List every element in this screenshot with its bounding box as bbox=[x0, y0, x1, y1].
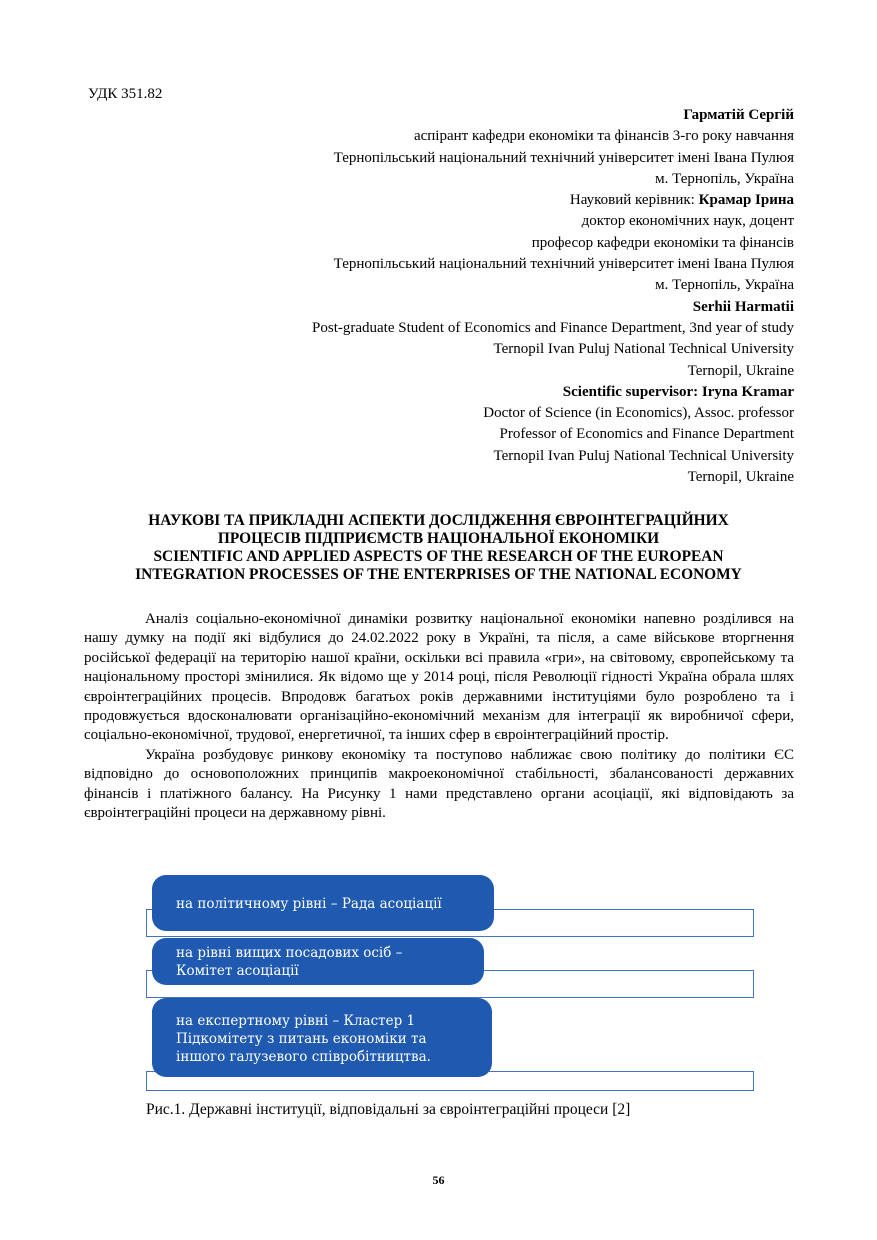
level-expert-line-1: на експертному рівні – Кластер 1 bbox=[176, 1013, 416, 1029]
supervisor-degree-en: Doctor of Science (in Economics), Assoc. professor bbox=[483, 405, 794, 422]
author-position-en: Post-graduate Student of Economics and Finance Department, 3nd year of study bbox=[312, 319, 794, 336]
institutions-diagram bbox=[146, 875, 756, 1093]
supervisor-label-ua: Науковий керівник: bbox=[569, 192, 699, 209]
level-box-senior-officials bbox=[152, 938, 484, 985]
supervisor-city-ua: м. Тернопіль, Україна bbox=[655, 277, 794, 294]
author-city-en: Ternopil, Ukraine bbox=[687, 362, 794, 379]
figure-caption: Рис.1. Державні інституції, відповідальні за євроінтеграційні процеси [2] bbox=[146, 1101, 631, 1118]
supervisor-name-en: Scientific supervisor: Iryna Kramar bbox=[562, 383, 794, 400]
level-box-expert bbox=[152, 998, 492, 1077]
supervisor-position-en: Professor of Economics and Finance Department bbox=[499, 426, 794, 443]
author-position-ua: аспірант кафедри економіки та фінансів 3-го року навчання bbox=[413, 128, 794, 145]
udc-code: УДК 351.82 bbox=[88, 86, 163, 102]
supervisor-line-ua bbox=[150, 190, 794, 211]
supervisor-position-ua: професор кафедри економіки та фінансів bbox=[531, 234, 794, 251]
author-name-ua: Гарматій Сергій bbox=[683, 107, 794, 123]
paragraph-2: Україна розбудовує ринкову економіку та поступово наближає свою політику до політики ЄС відповідно до основоположних принципів макроекономічної стабільності, збалансованості державних фінансів і платіжного балансу. На Рисунку 1 нами представлено органи асоціації, які відповідають за євроінтеграційні процеси на державному рівні. bbox=[84, 746, 794, 822]
supervisor-university-en: Ternopil Ivan Puluj National Technical University bbox=[493, 447, 794, 464]
level-senior-officials-line-2: Комітет асоціації bbox=[176, 963, 299, 979]
level-box-political bbox=[152, 875, 494, 931]
level-expert-line-3: іншого галузевого співробітництва. bbox=[176, 1049, 431, 1065]
level-expert-line-2: Підкомітету з питань економіки та bbox=[176, 1031, 427, 1047]
author-university-ua: Тернопільський національний технічний університет імені Івана Пулюя bbox=[333, 149, 794, 166]
author-block bbox=[150, 105, 794, 488]
supervisor-city-en: Ternopil, Ukraine bbox=[687, 469, 794, 486]
page-number: 56 bbox=[432, 1173, 445, 1187]
level-political-text: на політичному рівні – Рада асоціації bbox=[176, 896, 442, 912]
title-ua-line-1: НАУКОВІ ТА ПРИКЛАДНІ АСПЕКТИ ДОСЛІДЖЕННЯ ЄВРОІНТЕГРАЦІЙНИХ bbox=[148, 512, 729, 529]
body-text bbox=[84, 610, 794, 823]
supervisor-university-ua: Тернопільський національний технічний університет імені Івана Пулюя bbox=[333, 256, 794, 273]
level-senior-officials-line-1: на рівні вищих посадових осіб – bbox=[176, 945, 403, 961]
title-en-line-1: SCIENTIFIC AND APPLIED ASPECTS OF THE RESEARCH OF THE EUROPEAN bbox=[153, 548, 724, 565]
author-city-ua: м. Тернопіль, Україна bbox=[655, 170, 794, 187]
supervisor-degree-ua: доктор економічних наук, доцент bbox=[581, 213, 794, 230]
title-ua-line-2: ПРОЦЕСІВ ПІДПРИЄМСТВ НАЦІОНАЛЬНОЇ ЕКОНОМІКИ bbox=[217, 530, 660, 547]
paper-title bbox=[82, 512, 795, 584]
author-name-en: Serhii Harmatii bbox=[692, 298, 794, 315]
paragraph-1: Аналіз соціально-економічної динаміки розвитку національної економіки напевно розділився на нашу думку на події які відбулися до 24.02.2022 року в Україні, та після, а саме військове вторгнення російської федерації на територію нашої країни, оскільки всі правила «гри», на світовому, європейському та національному просторі змінилися. Як відомо ще у 2014 році, після Революції гідності Україна обрала шлях євроінтеграційних процесів. Впродовж багатьох років державними інституціями було розроблено та і продовжується вдосконалювати організаційно-економічний механізм для інтеграції як виробничої сфери, соціально-економічної, трудової, енергетичної, та інших сфер в євроінтеграційний простір. bbox=[84, 611, 794, 744]
author-university-en: Ternopil Ivan Puluj National Technical University bbox=[493, 341, 794, 358]
supervisor-name-ua: Крамар Ірина bbox=[698, 192, 794, 209]
title-en-line-2: INTEGRATION PROCESSES OF THE ENTERPRISES OF THE NATIONAL ECONOMY bbox=[135, 566, 742, 583]
